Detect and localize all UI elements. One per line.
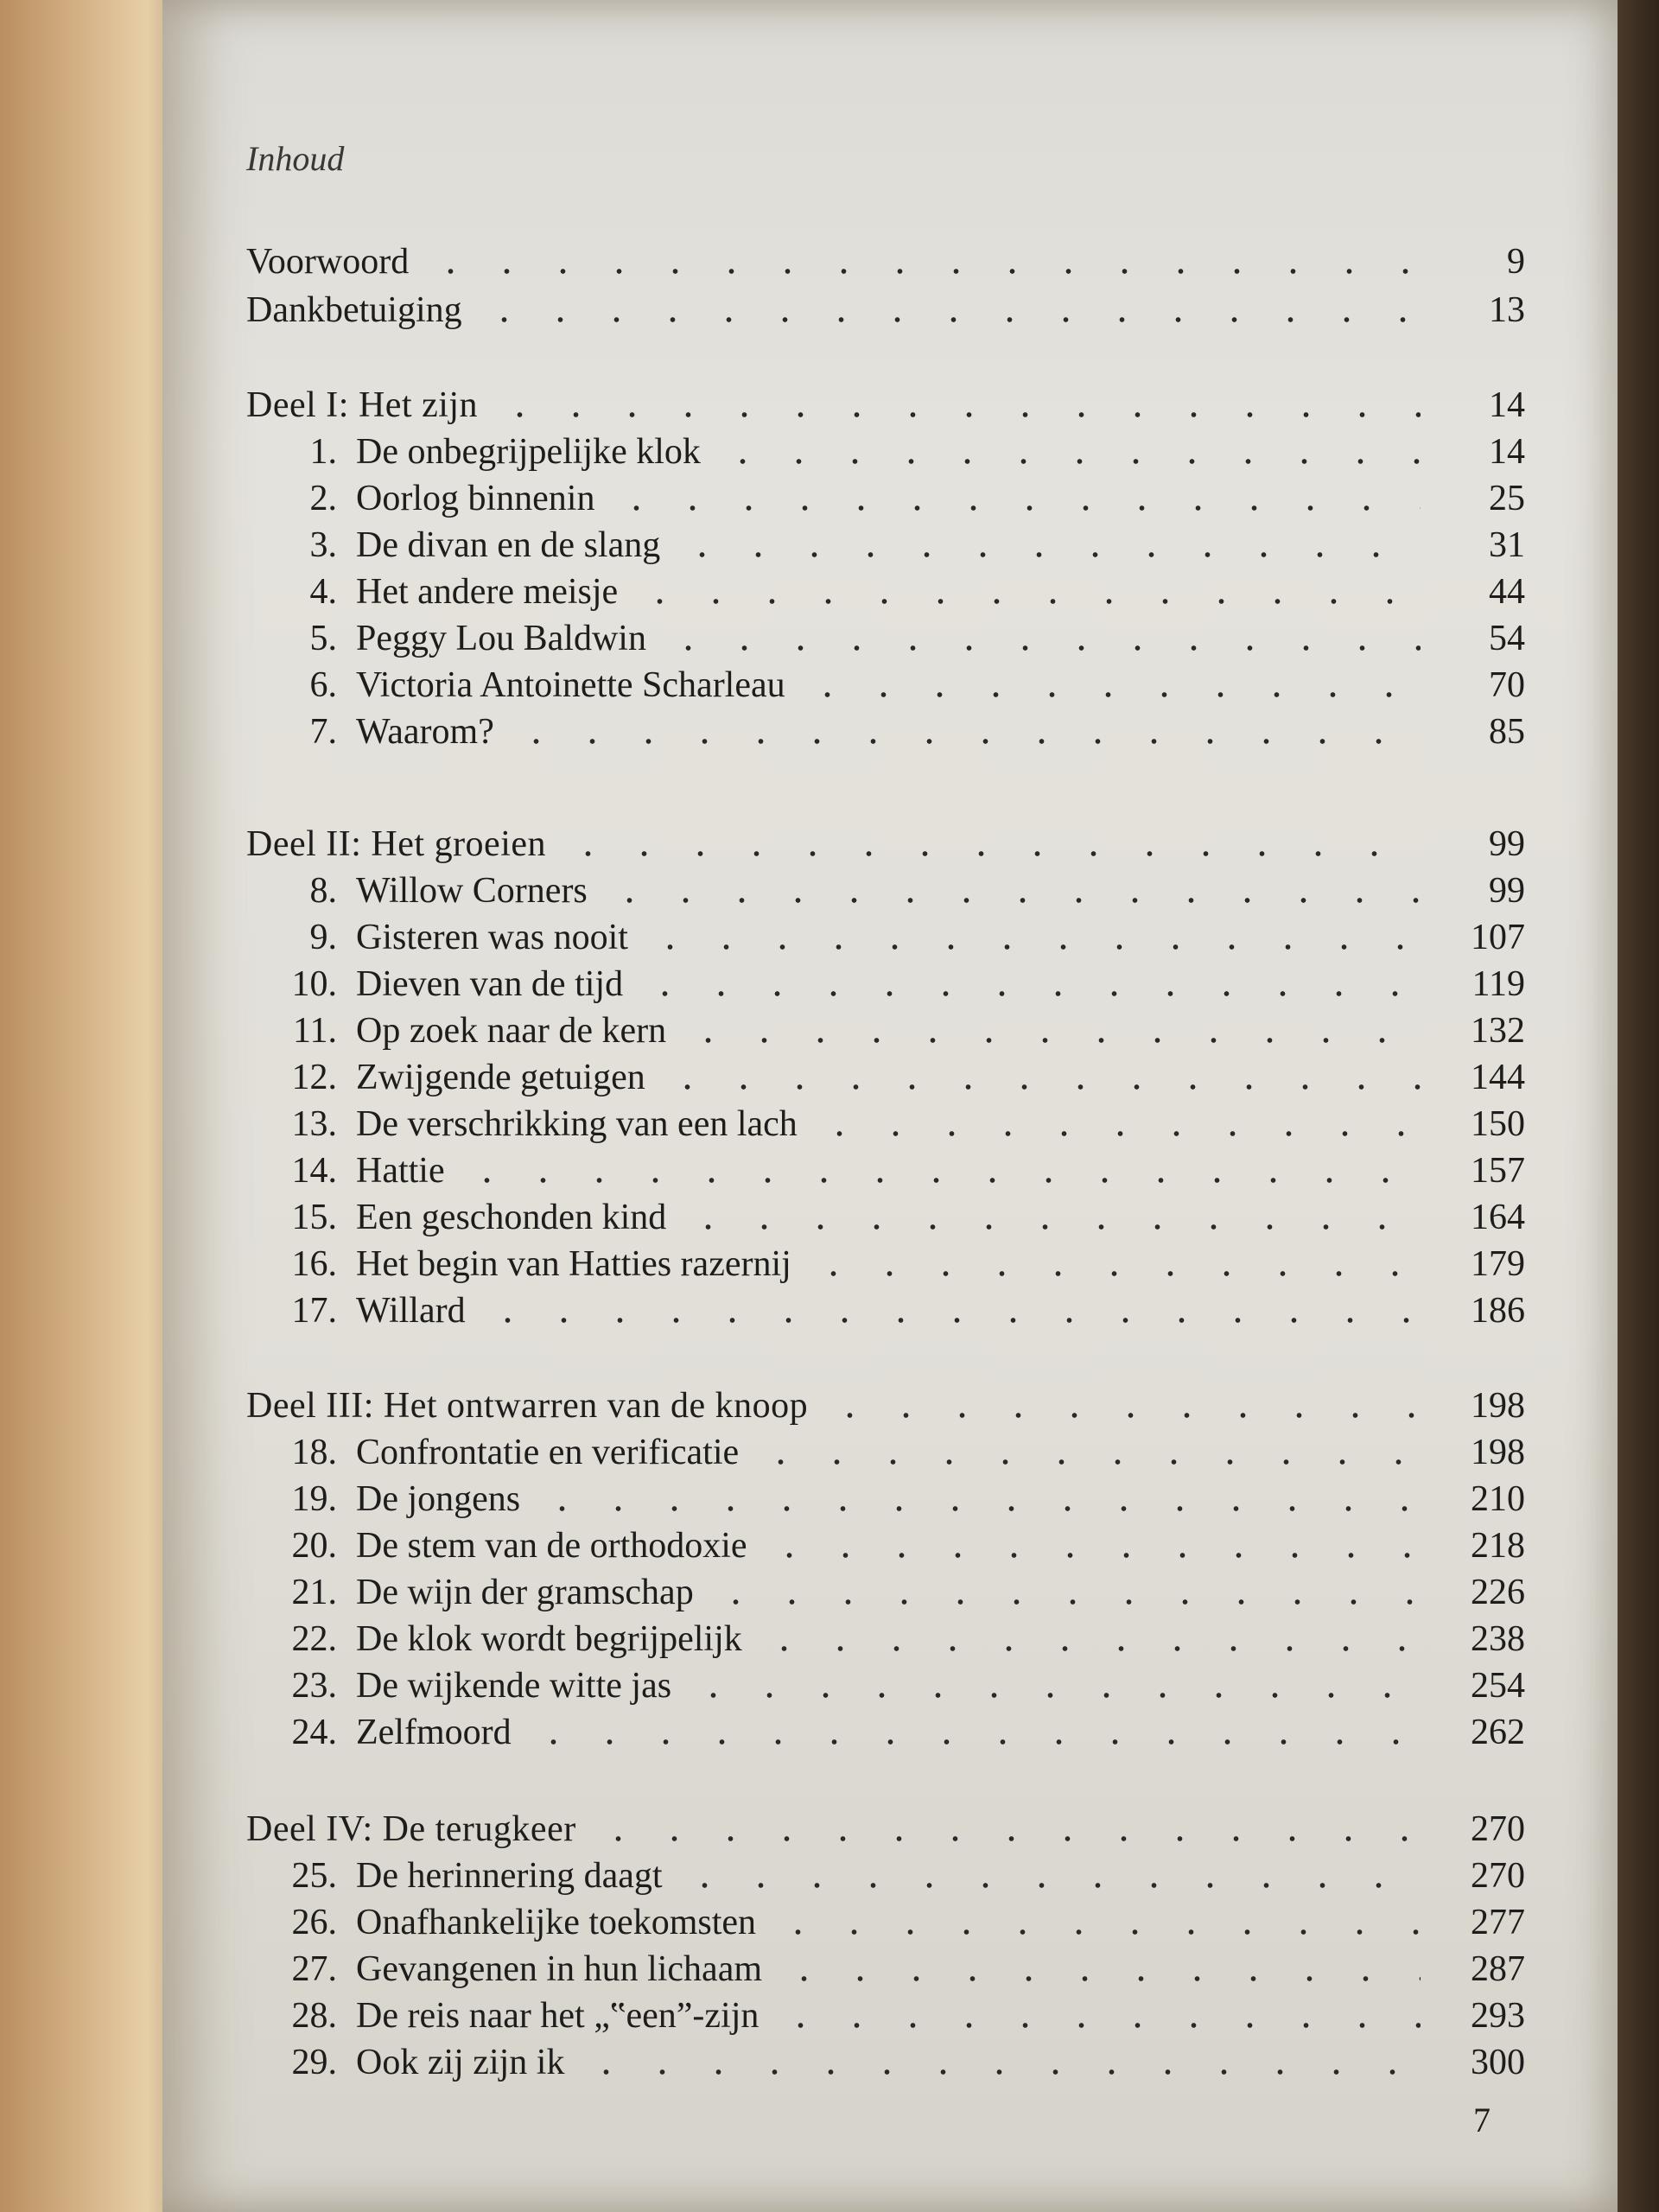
toc-chapter-entry (246, 1709, 1525, 1756)
toc-entry-page: 70 (1489, 665, 1525, 705)
toc-chapter-entry (246, 1194, 1525, 1241)
toc-entry-page: 9 (1507, 242, 1525, 282)
toc-entry-page: 186 (1471, 1291, 1525, 1331)
leader-dots (560, 849, 1421, 859)
toc-entry-title: Gevangenen in hun lichaam (356, 1949, 762, 1989)
toc-entry-number: 3. (309, 525, 337, 565)
toc-entry-page: 85 (1489, 712, 1525, 752)
leader-dots (492, 410, 1421, 420)
toc-entry-number: 17. (291, 1291, 337, 1331)
leader-dots (637, 988, 1421, 999)
toc-entry-number: 15. (291, 1198, 337, 1237)
leader-dots (508, 736, 1421, 747)
toc-chapter-entry (246, 709, 1525, 755)
toc-entry-number: 24. (291, 1713, 337, 1752)
toc-entry-page: 198 (1471, 1386, 1525, 1426)
toc-part-title: Deel III: Het ontwarren van de knoop (246, 1386, 809, 1426)
toc-part-title: Deel I: Het zijn (246, 385, 479, 425)
toc-entry-page: 287 (1471, 1949, 1525, 1989)
toc-chapter-entry (246, 1522, 1525, 1569)
leader-dots (680, 1222, 1421, 1232)
toc-entry-page: 300 (1471, 2043, 1525, 2082)
toc-chapter-entry (246, 475, 1525, 522)
toc-chapter-entry (246, 1993, 1525, 2039)
toc-entry-title: Een geschonden kind (356, 1198, 667, 1237)
toc-entry-number: 8. (309, 871, 337, 911)
toc-part-part2 (246, 821, 1525, 868)
leader-dots (642, 942, 1421, 952)
toc-entry-title: Dieven van de tijd (356, 964, 624, 1004)
toc-entry-number: 6. (309, 665, 337, 705)
leader-dots (423, 266, 1421, 276)
toc-entry-number: 27. (291, 1949, 337, 1989)
toc-entry-number: 28. (291, 1996, 337, 2036)
leader-dots (677, 1880, 1421, 1891)
toc-entry-number: 12. (291, 1058, 337, 1097)
toc-entry-page: 254 (1471, 1666, 1525, 1706)
leader-dots (756, 1643, 1421, 1654)
leader-dots (578, 2067, 1421, 2077)
toc-chapter-entry (246, 1899, 1525, 1946)
toc-entry-number: 26. (291, 1903, 337, 1942)
toc-entry-page: 277 (1471, 1903, 1525, 1942)
toc-chapter-entry (246, 1241, 1525, 1287)
toc-chapter-entry (246, 961, 1525, 1007)
toc-entry-number: 21. (291, 1573, 337, 1612)
leader-dots (822, 1410, 1421, 1421)
page-number: 7 (1473, 2101, 1491, 2139)
toc-entry-title: Dankbetuiging (246, 290, 462, 330)
toc-entry-title: Confrontatie en verificatie (356, 1433, 740, 1472)
toc-chapter-entry (246, 1054, 1525, 1101)
toc-entry-number: 23. (291, 1666, 337, 1706)
toc-entry-title: Het andere meisje (356, 572, 619, 612)
toc-entry-title: Voorwoord (246, 242, 410, 282)
toc-entry-page: 119 (1471, 964, 1525, 1004)
leader-dots (680, 1035, 1421, 1046)
toc-entry-title: Willow Corners (356, 871, 588, 911)
toc-entry-title: De wijn der gramschap (356, 1573, 694, 1612)
toc-entry-page: 218 (1471, 1526, 1525, 1566)
toc-chapter-entry (246, 1287, 1525, 1334)
toc-entry-number: 14. (291, 1151, 337, 1191)
toc-entry-number: 13. (291, 1104, 337, 1144)
toc-entry-page: 31 (1489, 525, 1525, 565)
toc-entry-title: Zwijgende getuigen (356, 1058, 645, 1097)
toc-chapter-entry (246, 1662, 1525, 1709)
toc-entry-number: 9. (309, 918, 337, 957)
toc-entry-number: 19. (291, 1479, 337, 1519)
toc-entry-title: Willard (356, 1291, 466, 1331)
toc-chapter-entry (246, 868, 1525, 914)
toc-chapter-entry (246, 1429, 1525, 1476)
toc-entry-page: 179 (1471, 1244, 1525, 1284)
toc-entry-page: 99 (1489, 824, 1525, 864)
toc-entry-page: 210 (1471, 1479, 1525, 1519)
leader-dots (753, 1457, 1421, 1467)
toc-entry-number: 2. (309, 479, 337, 518)
toc-chapter-entry (246, 1476, 1525, 1522)
toc-entry-title: De herinnering daagt (356, 1856, 663, 1896)
toc-entry-title: Ook zij zijn ik (356, 2043, 565, 2082)
toc-entry-page: 54 (1489, 619, 1525, 658)
toc-entry-number: 25. (291, 1856, 337, 1896)
toc-entry-number: 5. (309, 619, 337, 658)
toc-entry-title: Peggy Lou Baldwin (356, 619, 646, 658)
leader-dots (601, 895, 1421, 906)
toc-chapter-entry (246, 1569, 1525, 1616)
toc-part-part3 (246, 1382, 1525, 1429)
toc-entry-page: 150 (1471, 1104, 1525, 1144)
toc-chapter-entry (246, 1007, 1525, 1054)
toc-entry-title: De wijkende witte jas (356, 1666, 672, 1706)
leader-dots (480, 1315, 1421, 1325)
toc-entry-title: De onbegrijpelijke klok (356, 432, 701, 472)
toc-entry-page: 44 (1489, 572, 1525, 612)
toc-chapter-entry (246, 522, 1525, 569)
toc-entry-voorwoord (246, 238, 1525, 285)
toc-entry-number: 4. (309, 572, 337, 612)
toc-entry-number: 16. (291, 1244, 337, 1284)
toc-part-part1 (246, 382, 1525, 429)
leader-dots (534, 1503, 1421, 1514)
toc-entry-title: De reis naar het „‟een”-zijn (356, 1996, 760, 2036)
leader-dots (632, 596, 1421, 607)
toc-entry-page: 14 (1489, 432, 1525, 472)
toc-entry-page: 226 (1471, 1573, 1525, 1612)
leader-dots (608, 503, 1421, 513)
toc-entry-title: Hattie (356, 1151, 445, 1191)
toc-entry-page: 293 (1471, 1996, 1525, 2036)
leader-dots (811, 1128, 1421, 1139)
toc-entry-page: 270 (1471, 1856, 1525, 1896)
toc-chapter-entry (246, 615, 1525, 662)
toc-entry-title: Het begin van Hatties razernij (356, 1244, 791, 1284)
toc-entry-page: 238 (1471, 1619, 1525, 1659)
leader-dots (659, 1082, 1421, 1092)
toc-entry-page: 157 (1471, 1151, 1525, 1191)
leader-dots (674, 550, 1421, 560)
toc-chapter-entry (246, 2039, 1525, 2086)
leader-dots (459, 1175, 1421, 1185)
leader-dots (761, 1550, 1421, 1560)
leader-dots (476, 315, 1421, 325)
toc-chapter-entry (246, 1853, 1525, 1899)
toc-entry-title: Waarom? (356, 712, 494, 752)
toc-entry-title: Op zoek naar de kern (356, 1011, 667, 1051)
toc-heading: Inhoud (246, 139, 345, 178)
toc-entry-page: 25 (1489, 479, 1525, 518)
toc-entry-title: Oorlog binnenin (356, 479, 595, 518)
toc-chapter-entry (246, 1101, 1525, 1147)
toc-chapter-entry (246, 429, 1525, 475)
toc-entry-page: 262 (1471, 1713, 1525, 1752)
leader-dots (660, 643, 1421, 653)
leader-dots (799, 690, 1421, 700)
toc-entry-title: De jongens (356, 1479, 521, 1519)
toc-entry-page: 144 (1471, 1058, 1525, 1097)
toc-entry-number: 1. (309, 432, 337, 472)
leader-dots (590, 1834, 1421, 1844)
toc-chapter-entry (246, 662, 1525, 709)
toc-entry-page: 13 (1489, 290, 1525, 330)
toc-entry-page: 107 (1471, 918, 1525, 957)
toc-entry-page: 198 (1471, 1433, 1525, 1472)
leader-dots (715, 456, 1421, 467)
toc-chapter-entry (246, 1147, 1525, 1194)
toc-entry-number: 7. (309, 712, 337, 752)
leader-dots (770, 1927, 1421, 1937)
toc-entry-title: De verschrikking van een lach (356, 1104, 798, 1144)
toc-entry-number: 11. (293, 1011, 337, 1051)
leader-dots (805, 1268, 1421, 1279)
toc-entry-number: 10. (291, 964, 337, 1004)
toc-entry-title: Gisteren was nooit (356, 918, 628, 957)
toc-entry-page: 270 (1471, 1809, 1525, 1849)
toc-entry-number: 29. (291, 2043, 337, 2082)
toc-chapter-entry (246, 1616, 1525, 1662)
leader-dots (685, 1690, 1421, 1700)
toc-part-part4 (246, 1806, 1525, 1853)
toc-entry-title: Zelfmoord (356, 1713, 512, 1752)
toc-chapter-entry (246, 1946, 1525, 1993)
toc-entry-number: 18. (291, 1433, 337, 1472)
leader-dots (708, 1597, 1421, 1607)
toc-entry-page: 14 (1489, 385, 1525, 425)
toc-entry-title: Onafhankelijke toekomsten (356, 1903, 757, 1942)
toc-entry-number: 20. (291, 1526, 337, 1566)
leader-dots (776, 1974, 1421, 1984)
toc-entry-page: 132 (1471, 1011, 1525, 1051)
toc-entry-title: Victoria Antoinette Scharleau (356, 665, 785, 705)
leader-dots (525, 1737, 1421, 1747)
toc-entry-number: 22. (291, 1619, 337, 1659)
toc-part-title: Deel IV: De terugkeer (246, 1809, 576, 1849)
toc-entry-page: 99 (1489, 871, 1525, 911)
toc-entry-title: De klok wordt begrijpelijk (356, 1619, 742, 1659)
toc-entry-page: 164 (1471, 1198, 1525, 1237)
toc-entry-title: De divan en de slang (356, 525, 661, 565)
toc-chapter-entry (246, 914, 1525, 961)
toc-entry-dankbetuiging (246, 287, 1525, 334)
leader-dots (772, 2020, 1421, 2031)
toc-entry-title: De stem van de orthodoxie (356, 1526, 747, 1566)
toc-part-title: Deel II: Het groeien (246, 824, 547, 864)
toc-chapter-entry (246, 569, 1525, 615)
